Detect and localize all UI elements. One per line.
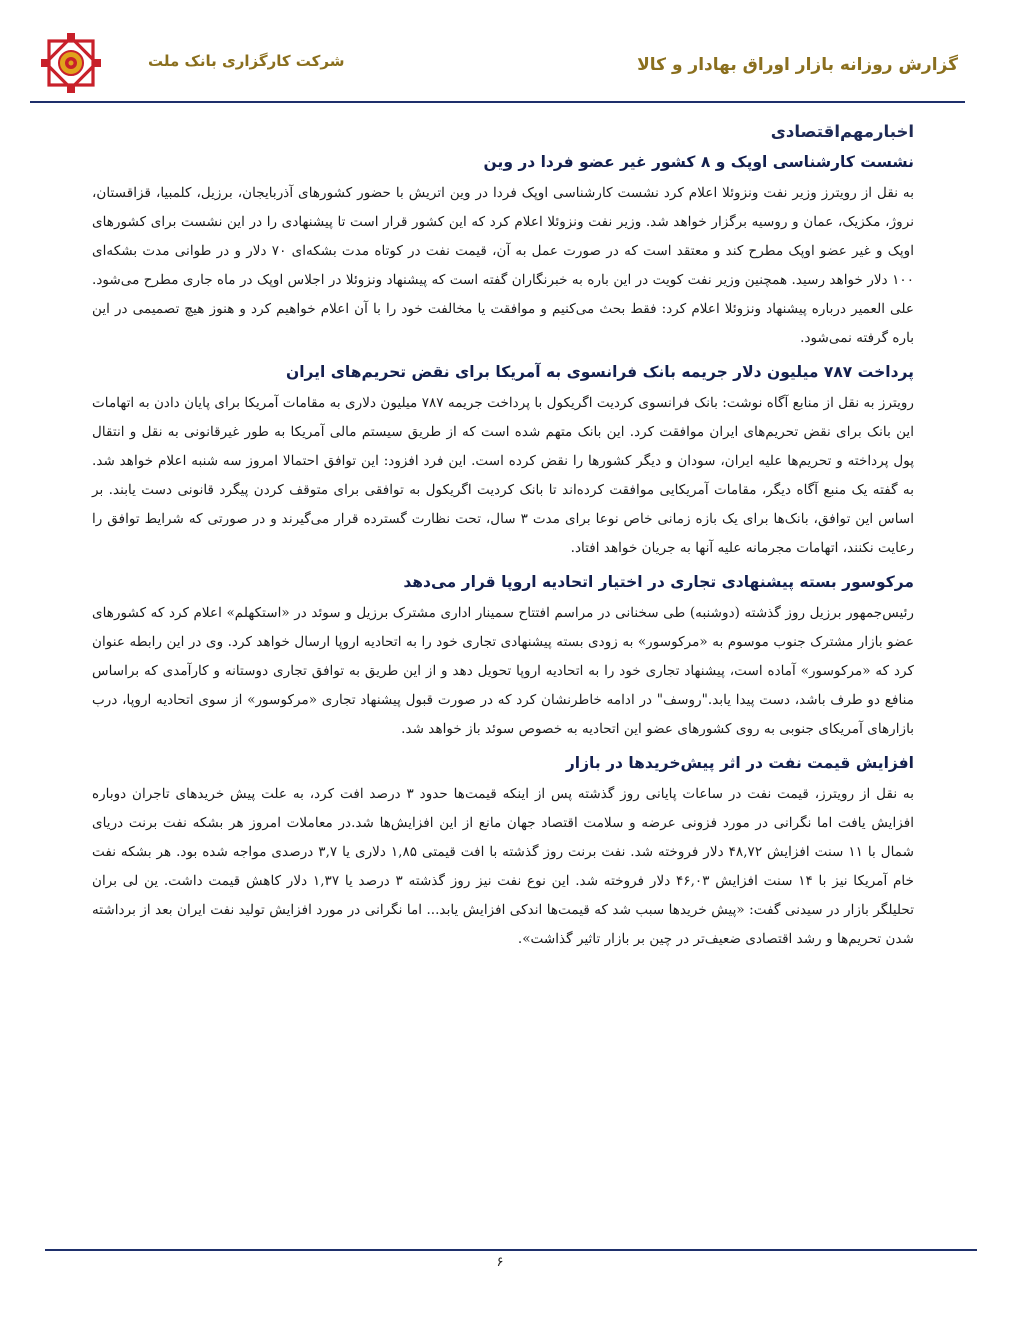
news-body: به نقل از رویترز، قیمت نفت در ساعات پایانی روز گذشته پس از اینکه قیمت‌ها حدود ۳ درصد افت کرد، به علت پیش خریدهای تاجران دوباره افزایش یافت اما نگرانی در مورد فزونی عرضه و سلامت اقتصاد جهان مانع از این افزایش‌ها شد.در معاملات امروز هر بشکه نفت برنت دریای شمال با ۱۱ سنت افزایش ۴۸,۷۲ دلار فروخته شد. نفت برنت روز گذشته با افت قیمتی ۱,۸۵ دلاری یا ۳,۷ درصدی مواجه شده بود. هر بشکه نفت خام آمریکا نیز با ۱۴ سنت افزایش ۴۶,۰۳ دلار فروخته شد. این نوع نفت نیز روز گذشته ۳ درصد یا ۱,۳۷ دلار کاهش قیمت داشت. ین لی بران تحلیلگر بازار در سیدنی گفت: «پیش خریدها سبب شد که قیمت‌ها اندکی افزایش یابد... اما نگرانی در مورد افزایش تولید نفت ایران بعد از برداشته شدن تحریم‌ها و رشد اقتصادی ضعیف‌تر در چین بر بازار تاثیر گذاشت». [92, 786, 914, 947]
news-article [92, 358, 914, 563]
page-content [92, 116, 914, 959]
page-number: ۶ [496, 1255, 504, 1270]
news-article [92, 749, 914, 954]
section-title: اخبارمهم‌اقتصادی [770, 122, 914, 141]
bank-mellat-logo-icon [40, 32, 102, 94]
news-body: به نقل از رویترز وزیر نفت ونزوئلا اعلام کرد نشست کارشناسی اوپک فردا در وین اتریش با حضور کشورهای آذربایجان، برزیل، کلمبیا، قزاقستان، نروژ، مکزیک، عمان و روسیه برگزار خواهد شد. وزیر نفت ونزوئلا اعلام کرد که این کشور قرار است تا پیشنهادی را در این نشست برای کشورهای اوپک و غیر عضو اوپک مطرح کند و معتقد است که در صورت عمل به آن، قیمت نفت در کوتاه مدت بشکه‌ای ۷۰ دلار و در طوانی مدت بشکه‌ای ۱۰۰ دلار خواهد رسید. همچنین وزیر نفت کویت در این باره به خبرنگاران گفته است که پیشنهاد ونزوئلا در اجلاس اوپک در ماه جاری مطرح می‌شود. علی العمیر درباره پیشنهاد ونزوئلا اعلام کرد: فقط بحث می‌کنیم و موافقت یا مخالفت خود را با آن اعلام خواهیم کرد و هنوز هیچ تصمیمی در این باره گرفته نمی‌شود. [92, 185, 914, 346]
page-header [0, 0, 1020, 104]
news-body: رویترز به نقل از منابع آگاه نوشت: بانک فرانسوی کردیت اگریکول با پرداخت جریمه ۷۸۷ میلیون دلاری به مقامات آمریکا برای پایان دادن به اتهامات این بانک برای نقض تحریم‌های ایران موافقت کرد. این بانک متهم شده است که از طریق سیستم مالی آمریکا به طور غیرقانونی به نقل و انتقال پول پرداخته و تحریم‌ها علیه ایران، سودان و دیگر کشورها را نقض کرده است. این فرد افزود: این توافق احتمالا امروز سه شنبه اعلام خواهد شد. به گفته یک منبع آگاه دیگر، مقامات آمریکایی موافقت کرده‌اند تا بانک کردیت اگریکول به توافقی برای متوقف کردن پیگرد قانونی دست یابند. بر اساس این توافق، بانک‌ها برای یک بازه زمانی خاص نوعا برای مدت ۳ سال، تحت نظارت گسترده قرار می‌گیرند و در صورتی که شرایط توافق را رعایت نکنند، اتهامات مجرمانه علیه آنها به جریان خواهد افتاد. [92, 395, 914, 556]
news-title: مرکوسور بسته پیشنهادی تجاری در اختیار اتحادیه اروپا قرار می‌دهد [403, 573, 914, 591]
news-title: افزایش قیمت نفت در اثر پیش‌خریدها در بازار [565, 754, 914, 772]
news-article [92, 148, 914, 353]
company-name: شرکت کارگزاری بانک ملت [148, 52, 345, 70]
news-body: رئیس‌جمهور برزیل روز گذشته (دوشنبه) طی سخنانی در مراسم افتتاح سمینار اداری مشترک برزیل و سوئد در «استکهلم» اعلام کرد که کشورهای عضو بازار مشترک جنوب موسوم به «مرکوسور» به زودی بسته پیشنهادی تجاری خود را به اتحادیه اروپا ارسال خواهد کرد. وی در این رابطه عنوان کرد که «مرکوسور» آماده است، پیشنهاد تجاری خود را به اتحادیه اروپا تحویل دهد و از این طریق به توافق تجاری دوستانه و کارآمدی که براساس منافع دو طرف باشد، دست پیدا یابد."روسف" در ادامه خاطرنشان کرد که در صورت قبول پیشنهاد تجاری «مرکوسور» از سوی اتحادیه اروپا، درب بازارهای آمریکای جنوبی به روی کشورهای عضو این اتحادیه به خصوص سوئد باز خواهد شد. [92, 605, 914, 737]
report-title: گزارش روزانه بازار اوراق بهادار و کالا [637, 55, 958, 75]
header-divider [30, 101, 965, 103]
footer-divider [45, 1249, 977, 1251]
news-title: پرداخت ۷۸۷ میلیون دلار جریمه بانک فرانسوی به آمریکا برای نقض تحریم‌های ایران [285, 363, 914, 381]
news-article [92, 568, 914, 744]
news-title: نشست کارشناسی اوپک و ۸ کشور غیر عضو فردا در وین [483, 153, 914, 171]
